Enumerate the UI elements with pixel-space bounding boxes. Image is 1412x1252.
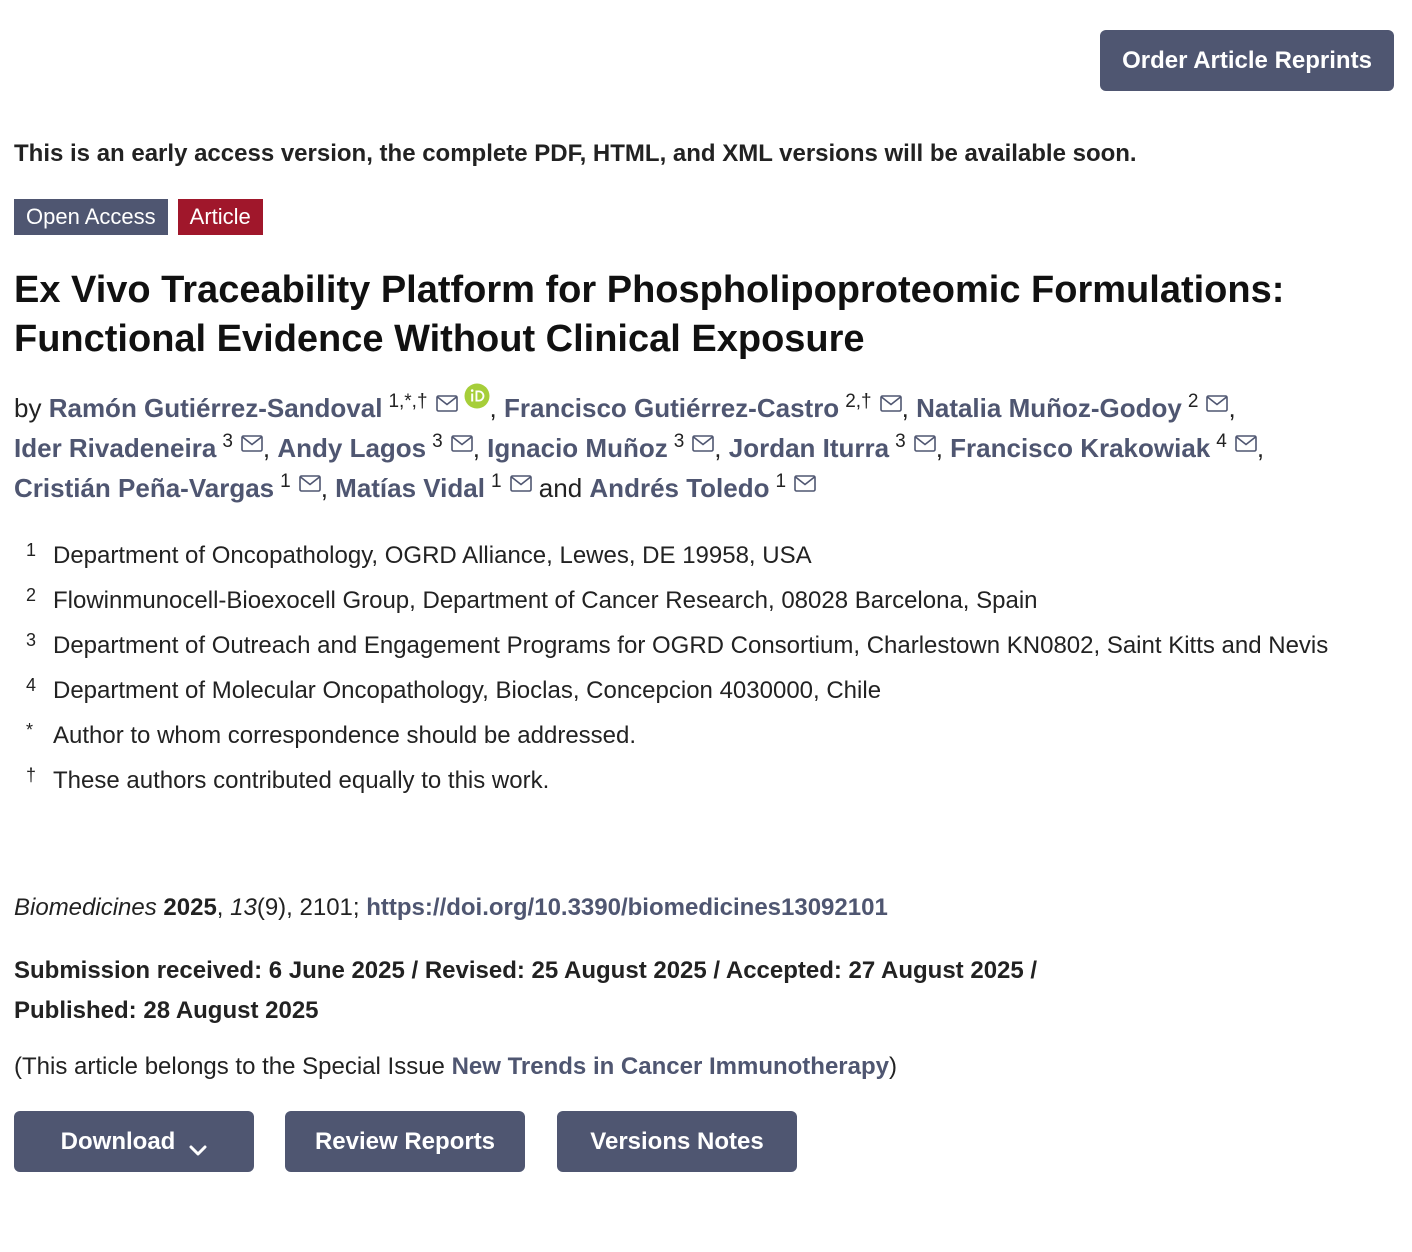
title-line-1: Ex Vivo Traceability Platform for Phospholipoproteomic Formulations: <box>14 269 1285 311</box>
author-list: by Ramón Gutiérrez-Sandoval $^{1,*,\dagger}$ , Francisco Gutiérrez-Castro $^{2,\dagger}$ , Natalia Muñoz-Godoy $^2$ , Ider Rivadeneira $^3$ , Andy Lagos $^3$ , Ignacio Muñoz $^3$ , Jordan Iturra $^3$ , Francisco Krakowiak $^4$ , Cristián Peña-Vargas $^1$ , Matías Vidal $^1$ and Andrés Toledo $^1$ <box>14 380 1404 508</box>
affiliation-mark: * <box>26 720 34 740</box>
citation-year: 2025 <box>163 894 217 921</box>
author-affil: 3 <box>673 431 685 452</box>
citation-line: Biomedicines 2025, 13(9), 2101; https://doi.org/10.3390/biomedicines13092101 <box>14 894 888 921</box>
author-affil: 2 <box>1187 391 1199 412</box>
email-icon[interactable] <box>241 435 263 452</box>
affiliation-mark: 4 <box>26 675 37 695</box>
article-title <box>14 266 1394 364</box>
author-affil: 3 <box>432 431 443 452</box>
email-icon[interactable] <box>436 395 458 412</box>
affiliation-text: Flowinmunocell-Bioexocell Group, Department of Cancer Research, 08028 Barcelona, Spain <box>53 587 1038 614</box>
author-link[interactable]: Natalia Muñoz-Godoy <box>916 393 1182 423</box>
affiliation-item <box>26 626 1356 665</box>
review-reports-button[interactable]: Review Reports <box>285 1111 525 1172</box>
chevron-down-icon <box>189 1136 207 1148</box>
affiliation-list <box>26 536 1356 806</box>
affiliation-item <box>26 671 1356 710</box>
email-icon[interactable] <box>451 435 473 452</box>
author-affil: 1,*,† <box>388 391 428 412</box>
author-link[interactable]: Jordan Iturra <box>728 433 890 463</box>
dates-line-1: Submission received: 6 June 2025 / Revised: 25 August 2025 / Accepted: 27 August 2025 / <box>14 957 1038 984</box>
special-issue-note <box>14 1053 897 1081</box>
author-link[interactable]: Andrés Toledo <box>589 473 770 503</box>
author-link[interactable]: Ignacio Muñoz <box>487 433 668 463</box>
affiliation-item <box>26 536 1356 575</box>
affiliation-text: Department of Outreach and Engagement Programs for OGRD Consortium, Charlestown KN0802, Saint Kitts and Nevis <box>53 632 1329 659</box>
email-icon[interactable] <box>794 475 816 492</box>
author-link[interactable]: Francisco Gutiérrez-Castro <box>503 393 840 423</box>
author-link[interactable]: Matías Vidal <box>335 473 485 503</box>
special-issue-link[interactable]: New Trends in Cancer Immunotherapy <box>451 1053 889 1080</box>
author-affil: 4 <box>1216 431 1227 452</box>
dates-line-2: Published: 28 August 2025 <box>14 997 319 1024</box>
email-icon[interactable] <box>299 475 321 492</box>
author-affil: 1 <box>775 471 787 492</box>
email-icon[interactable] <box>914 435 936 452</box>
email-icon[interactable] <box>1206 395 1228 412</box>
author-link[interactable]: Ider Rivadeneira <box>14 433 217 463</box>
email-icon[interactable] <box>880 395 902 412</box>
citation-volume: 13 <box>230 894 257 921</box>
author-affil: 1 <box>280 471 291 492</box>
by-label: by <box>14 393 42 423</box>
download-label: Download <box>60 1127 176 1155</box>
affiliation-item <box>26 581 1356 620</box>
author-affil: 2,† <box>845 391 872 412</box>
order-reprints-button[interactable]: Order Article Reprints <box>1100 30 1394 91</box>
affiliation-item <box>26 761 1356 800</box>
article-badges <box>14 199 263 235</box>
author-affil: 1 <box>490 471 502 492</box>
affiliation-item <box>26 716 1356 755</box>
affiliation-text: These authors contributed equally to this work. <box>53 767 550 794</box>
author-link[interactable]: Francisco Krakowiak <box>950 433 1211 463</box>
citation-issue-pages: (9), 2101; <box>256 894 360 921</box>
title-line-2: Functional Evidence Without Clinical Exposure <box>14 318 865 360</box>
special-issue-suffix: ) <box>889 1053 897 1080</box>
author-affil: 3 <box>222 431 233 452</box>
email-icon[interactable] <box>510 475 532 492</box>
author-link[interactable]: Ramón Gutiérrez-Sandoval <box>48 393 383 423</box>
open-access-badge: Open Access <box>14 199 168 235</box>
and-label: and <box>538 473 583 503</box>
orcid-icon[interactable] <box>464 380 490 406</box>
article-actions <box>14 1111 797 1172</box>
affiliation-mark: 1 <box>26 540 37 560</box>
author-affil: 3 <box>895 431 906 452</box>
special-issue-prefix: (This article belongs to the Special Issue <box>14 1053 452 1080</box>
affiliation-mark: 2 <box>26 585 37 605</box>
email-icon[interactable] <box>692 435 714 452</box>
journal-name: Biomedicines <box>14 894 157 921</box>
versions-notes-button[interactable]: Versions Notes <box>557 1111 797 1172</box>
affiliation-text: Department of Molecular Oncopathology, Bioclas, Concepcion 4030000, Chile <box>53 677 882 704</box>
article-type-badge: Article <box>178 199 263 235</box>
affiliation-mark: † <box>26 765 37 785</box>
publication-dates <box>14 951 1214 1031</box>
affiliation-text: Department of Oncopathology, OGRD Alliance, Lewes, DE 19958, USA <box>53 542 812 569</box>
email-icon[interactable] <box>1235 435 1257 452</box>
affiliation-mark: 3 <box>26 630 37 650</box>
author-link[interactable]: Andy Lagos <box>277 433 427 463</box>
affiliation-text: Author to whom correspondence should be addressed. <box>53 722 637 749</box>
doi-link[interactable]: https://doi.org/10.3390/biomedicines13092101 <box>366 894 888 921</box>
author-link[interactable]: Cristián Peña-Vargas <box>14 473 275 503</box>
download-button[interactable] <box>14 1111 254 1172</box>
early-access-notice: This is an early access version, the complete PDF, HTML, and XML versions will be available soon. <box>14 140 1137 167</box>
